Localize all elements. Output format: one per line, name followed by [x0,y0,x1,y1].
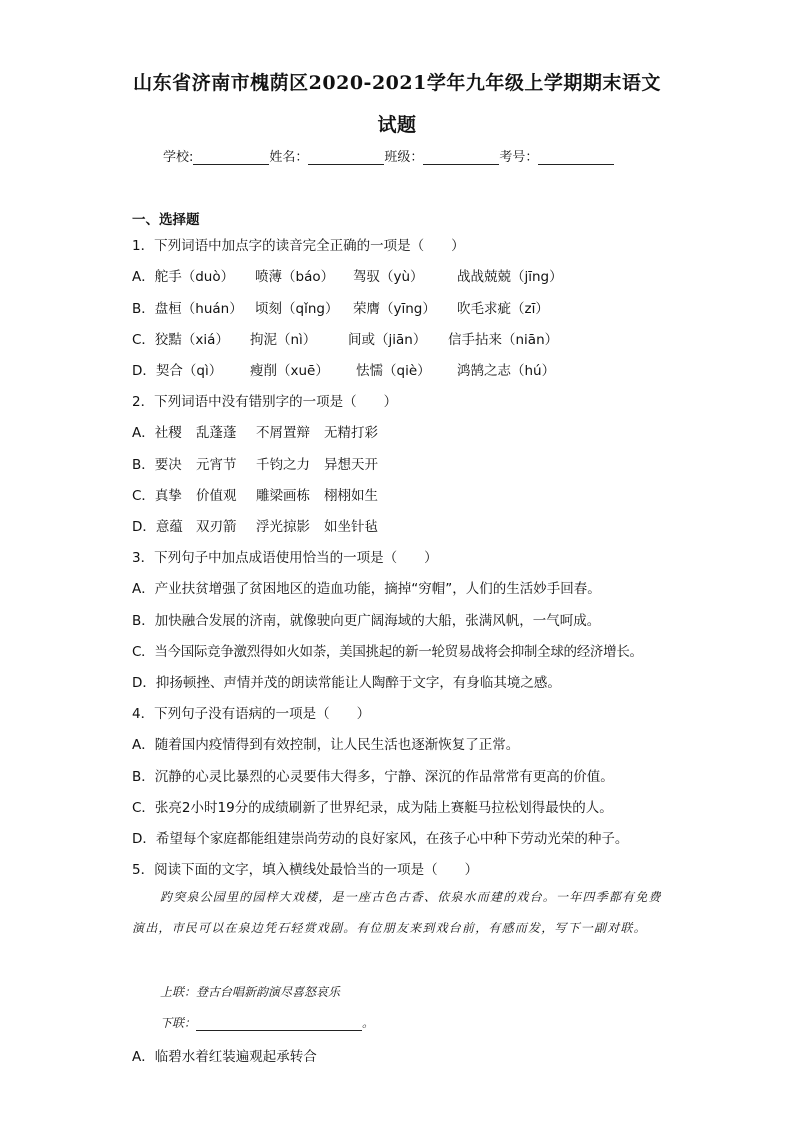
q3-stem: 3．下列句子中加点成语使用恰当的一项是（ ） [132,550,438,566]
q3-option-b: B．加快融合发展的济南，就像驶向更广阔海域的大船，张满风帆，一气呵成。 [132,613,601,629]
q2-option-a: A．社稷 乱蓬蓬 不屑置辩 无精打彩 [132,425,378,441]
class-blank [423,150,499,165]
q4-option-a: A．随着国内疫情得到有效控制，让人民生活也逐渐恢复了正常。 [132,737,520,753]
q5-option-a: A．临碧水着红装遍观起承转合 [132,1049,317,1065]
q2-option-b: B．要决 元宵节 千钧之力 异想天开 [132,457,378,473]
name-blank [308,150,384,165]
q2-option-c: C．真挚 价值观 雕梁画栋 栩栩如生 [132,488,378,504]
q4-option-b: B．沉静的心灵比暴烈的心灵要伟大得多，宁静、深沉的作品常常有更高的价值。 [132,769,614,785]
q4-option-d: D．希望每个家庭都能组建崇尚劳动的良好家风，在孩子心中种下劳动光荣的种子。 [132,831,629,847]
q1-stem: 1．下列词语中加点字的读音完全正确的一项是（ ） [132,238,465,254]
q5-upper-couplet [160,983,340,1000]
school-blank [193,150,269,165]
upper-couplet-text: 登古台唱新韵演尽喜怒哀乐 [196,985,341,999]
q2-option-d: D．意蕴 双刃箭 浮光掠影 如坐针毡 [132,519,378,535]
q4-option-c: C．张亮2小时19分的成绩刷新了世界纪录，成为陆上赛艇马拉松划得最快的人。 [132,800,613,816]
student-info-row [163,146,614,165]
q1-option-c: C．狡黠（xiá） 拘泥（nì） 间或（jiān） 信手拈来（niān） [132,332,559,348]
lower-couplet-label: 下联： [160,1016,197,1030]
q3-option-a: A．产业扶贫增强了贫困地区的造血功能，摘掉“穷帽”，人们的生活妙手回春。 [132,581,601,597]
school-label: 学校: [163,150,194,165]
q5-stem: 5．阅读下面的文字，填入横线处最恰当的一项是（ ） [132,862,479,878]
lower-couplet-blank [196,1016,362,1031]
class-label: 班级： [384,150,424,165]
upper-couplet-label: 上联： [160,985,197,999]
q2-stem: 2．下列词语中没有错别字的一项是（ ） [132,394,398,410]
q1-option-d: D．契合（qì） 瘦削（xuē） 怯懦（qiè） 鸿鹄之志（hú） [132,363,556,379]
lower-couplet-end: 。 [362,1016,375,1030]
q4-stem: 4．下列句子没有语病的一项是（ ） [132,706,371,722]
q5-lower-couplet [160,1014,374,1031]
q5-passage: 趵突泉公园里的园梓大戏楼，是一座古色古香、依泉水而建的戏台。一年四季都有免费演出，市民可以在泉边凭石轻赏戏剧。有位朋友来到戏台前，有感而发，写下一副对联。 [132,890,662,935]
exam-title-line2: 试题 [377,114,417,136]
q3-option-d: D．抑扬顿挫、声情并茂的朗读常能让人陶醉于文字，有身临其境之感。 [132,675,561,691]
section-heading-choice: 一、选择题 [132,212,200,228]
exam-number-label: 考号： [499,150,539,165]
exam-title-line1: 山东省济南市槐荫区2020-2021学年九年级上学期期末语文 [133,72,661,94]
exam-number-blank [538,150,614,165]
name-label: 姓名： [269,150,309,165]
q3-option-c: C．当今国际竞争激烈得如火如荼，美国挑起的新一轮贸易战将会抑制全球的经济增长。 [132,644,643,660]
q1-option-a: A．舵手（duò） 喷薄（báo） 驾驭（yù） 战战兢兢（jīng） [132,269,563,285]
q1-option-b: B．盘桓（huán） 顷刻（qǐng） 荣膺（yīng） 吹毛求疵（zī） [132,301,549,317]
